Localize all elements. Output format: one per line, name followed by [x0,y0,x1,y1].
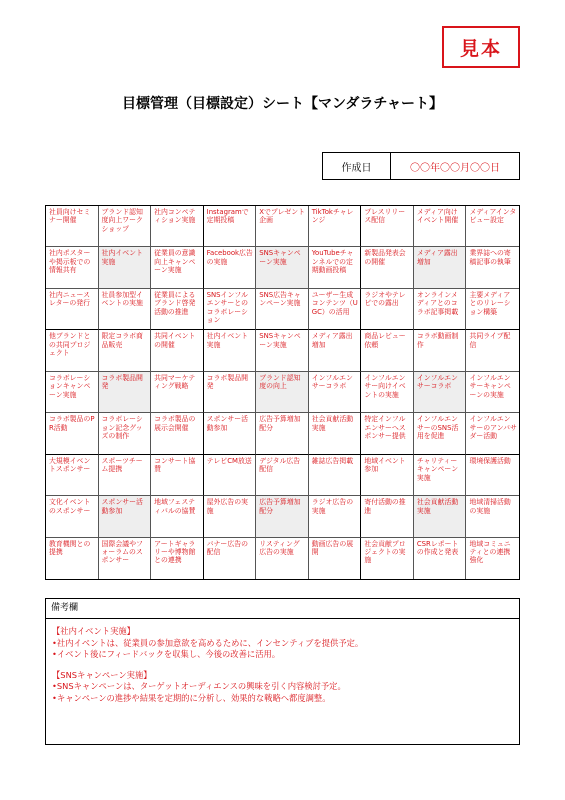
grid-cell-r6-c2[interactable]: コラボレーション記念グッズの制作 [99,413,152,454]
grid-cell-r8-c5[interactable]: 広告予算増加配分 [256,496,309,537]
grid-cell-r7-c1[interactable]: 大規模イベントスポンサー [46,455,99,496]
grid-cell-r9-c9[interactable]: 地域コミュニティとの連携強化 [469,539,511,565]
grid-cell-r7-c9[interactable]: 環境保護活動 [466,455,519,496]
grid-cell-r5-c2[interactable]: コラボ製品開発 [99,372,152,413]
grid-cell-r6-c9[interactable]: インフルエンサーのアンバサダー活動 [466,413,519,454]
grid-cell-r6-c5[interactable]: 広告予算増加配分 [256,413,309,454]
grid-cell-r6-c1[interactable]: コラボ製品のPR活動 [46,413,99,454]
grid-cell-r9-c5[interactable]: リスティング広告の実施 [256,538,309,579]
grid-cell-r2-c5[interactable]: SNSキャンペーン実施 [256,247,309,288]
grid-cell-r6-c8[interactable]: インフルエンサーのSNS活用を促進 [414,413,467,454]
grid-cell-r3-c5[interactable]: SNS広告キャンペーン実施 [256,289,309,330]
grid-cell-r5-c4[interactable]: コラボ製品開発 [204,372,257,413]
grid-cell-r6-c3[interactable]: コラボ製品の展示会開催 [151,413,204,454]
grid-cell-r5-c9[interactable]: インフルエンサーキャンペーンの実施 [466,372,519,413]
grid-cell-r8-c2[interactable]: スポンサー活動参加 [99,496,152,537]
notes-line: •SNSキャンペーンは、ターゲットオーディエンスの興味を引く内容検討予定。 [52,681,346,692]
mandala-chart [45,205,520,580]
grid-cell-r9-c1[interactable]: 教育機関との提携 [46,538,99,579]
grid-cell-r9-c8[interactable]: CSRレポートの作成と発表 [414,538,467,579]
grid-cell-r4-c8[interactable]: コラボ動画制作 [414,330,467,371]
grid-cell-r2-c7[interactable]: 新製品発表会の開催 [361,247,414,288]
grid-cell-r5-c1[interactable]: コラボレーションキャンペーン実施 [46,372,99,413]
grid-cell-r4-c5[interactable]: SNSキャンペーン実施 [256,330,309,371]
notes-spacer [52,661,519,670]
grid-cell-r3-c7[interactable]: ラジオやテレビでの露出 [361,289,414,330]
notes-body[interactable] [46,619,519,705]
grid-cell-r8-c6[interactable]: ラジオ広告の実施 [309,496,362,537]
grid-cell-r4-c1[interactable]: 他ブランドとの共同プロジェクト [46,330,99,371]
grid-cell-r8-c8[interactable]: 社会貢献活動実施 [414,496,467,537]
grid-cell-r7-c3[interactable]: コンサート協賛 [151,455,204,496]
grid-cell-r7-c6[interactable]: 雑誌広告掲載 [309,455,362,496]
grid-cell-r5-c3[interactable]: 共同マーケティング戦略 [151,372,204,413]
grid-cell-r3-c4[interactable]: SNSインフルエンサーとのコラボレーション [204,289,257,330]
grid-cell-r7-c2[interactable]: スポーツチーム提携 [99,455,152,496]
grid-cell-r9-c6[interactable]: 動画広告の展開 [309,538,362,579]
grid-cell-r8-c1[interactable]: 文化イベントのスポンサー [46,496,99,537]
grid-cell-r2-c1[interactable]: 社内ポスターや掲示板での情報共有 [46,247,99,288]
grid-cell-r1-c4[interactable]: Instagramで定期投稿 [204,206,257,247]
date-label: 作成日 [323,153,391,179]
date-box [322,152,520,180]
grid-cell-r2-c8[interactable]: メディア露出増加 [414,247,467,288]
grid-cell-r9-c2[interactable]: 国際会議やフォーラムのスポンサー [99,538,152,579]
grid-cell-r1-c6[interactable]: TikTokチャレンジ [309,206,362,247]
grid-cell-r1-c9[interactable]: メディアインタビュー設定 [466,206,519,247]
grid-cell-r7-c7[interactable]: 地域イベント参加 [361,455,414,496]
grid-cell-r2-c3[interactable]: 従業員の意識向上キャンペーン実施 [151,247,204,288]
grid-cell-r4-c2[interactable]: 限定コラボ商品販売 [99,330,152,371]
notes-line: •社内イベントは、従業員の参加意欲を高めるために、インセンティブを提供予定。 [52,637,364,648]
grid-cell-r2-c9[interactable]: 業界誌への寄稿記事の執筆 [466,247,519,288]
grid-cell-r7-c5[interactable]: デジタル広告配信 [256,455,309,496]
grid-cell-r5-c5[interactable]: ブランド認知度の向上 [256,372,309,413]
grid-cell-r2-c6[interactable]: YouTubeチャンネルでの定期動画投稿 [309,247,362,288]
grid-cell-r8-c4[interactable]: 屋外広告の実施 [204,496,257,537]
grid-cell-r4-c9[interactable]: 共同ライブ配信 [466,330,519,371]
grid-cell-r3-c1[interactable]: 社内ニュースレターの発行 [46,289,99,330]
grid-cell-r5-c8[interactable]: インフルエンサーコラボ [414,372,467,413]
grid-cell-r8-c7[interactable]: 寄付活動の推進 [361,496,414,537]
grid-cell-r1-c2[interactable]: ブランド認知度向上ワークショップ [99,206,152,247]
grid-cell-r9-c3[interactable]: アートギャラリーや博物館との連携 [151,538,204,579]
date-value[interactable]: 〇〇年〇〇月〇〇日 [410,162,500,174]
grid-cell-r1-c5[interactable]: Xでプレゼント企画 [256,206,309,247]
grid-cell-r1-c1[interactable]: 社員向けセミナー開催 [46,206,99,247]
grid-cell-r8-c3[interactable]: 地域フェスティバルの協賛 [151,496,204,537]
notes-line: •イベント後にフィードバックを収集し、今後の改善に活用。 [52,649,281,660]
notes-line: •キャンペーンの進捗や結果を定期的に分析し、効果的な戦略へ都度調整。 [52,693,331,704]
grid-cell-r2-c2[interactable]: 社内イベント実施 [99,247,152,288]
grid-cell-r3-c9[interactable]: 主要メディアとのリレーション構築 [466,289,519,330]
grid-cell-r4-c6[interactable]: メディア露出増加 [309,330,362,371]
grid-cell-r6-c6[interactable]: 社会貢献活動実施 [309,413,362,454]
grid-cell-r6-c4[interactable]: スポンサー活動参加 [204,413,257,454]
notes-title: 備考欄 [46,599,519,619]
grid-cell-r1-c3[interactable]: 社内コンペティション実施 [151,206,204,247]
grid-cell-r3-c2[interactable]: 社員参加型イベントの実施 [99,289,152,330]
grid-cell-r9-c7[interactable]: 社会貢献プロジェクトの実施 [361,538,414,579]
notes-section [45,598,520,745]
page-title: 目標管理（目標設定）シート【マンダラチャート】 [121,96,444,112]
grid-cell-r3-c6[interactable]: ユーザー生成コンテンツ（UGC）の活用 [309,289,362,330]
grid-cell-r1-c8[interactable]: メディア向けイベント開催 [414,206,467,247]
grid-cell-r8-c9[interactable]: 地域清掃活動の実施 [466,496,519,537]
grid-cell-r4-c7[interactable]: 商品レビュー依頼 [361,330,414,371]
grid-cell-r7-c4[interactable]: テレビCM放送 [204,455,257,496]
grid-cell-r1-c7[interactable]: プレスリリース配信 [361,206,414,247]
grid-cell-r6-c7[interactable]: 特定インフルエンサーへスポンサー提供 [361,413,414,454]
notes-line: 【社内イベント実施】 [52,626,135,636]
notes-line: 【SNSキャンペーン実施】 [52,669,152,680]
grid-cell-r7-c8[interactable]: チャリティーキャンペーン実施 [414,455,467,496]
grid-cell-r9-c4[interactable]: バナー広告の配信 [204,538,257,579]
grid-cell-r4-c3[interactable]: 共同イベントの開催 [151,330,204,371]
grid-cell-r5-c6[interactable]: インフルエンサーコラボ [309,372,362,413]
grid-cell-r3-c3[interactable]: 従業員によるブランド啓発活動の推進 [151,289,204,330]
grid-cell-r2-c4[interactable]: Facebook広告の実施 [204,247,257,288]
grid-cell-r5-c7[interactable]: インフルエンサー向けイベントの実施 [361,372,414,413]
grid-cell-r3-c8[interactable]: オンラインメディアとのコラボ記事掲載 [414,289,467,330]
grid-cell-r4-c4[interactable]: 社内イベント実施 [204,330,257,371]
sample-stamp: 見本 [442,26,520,68]
